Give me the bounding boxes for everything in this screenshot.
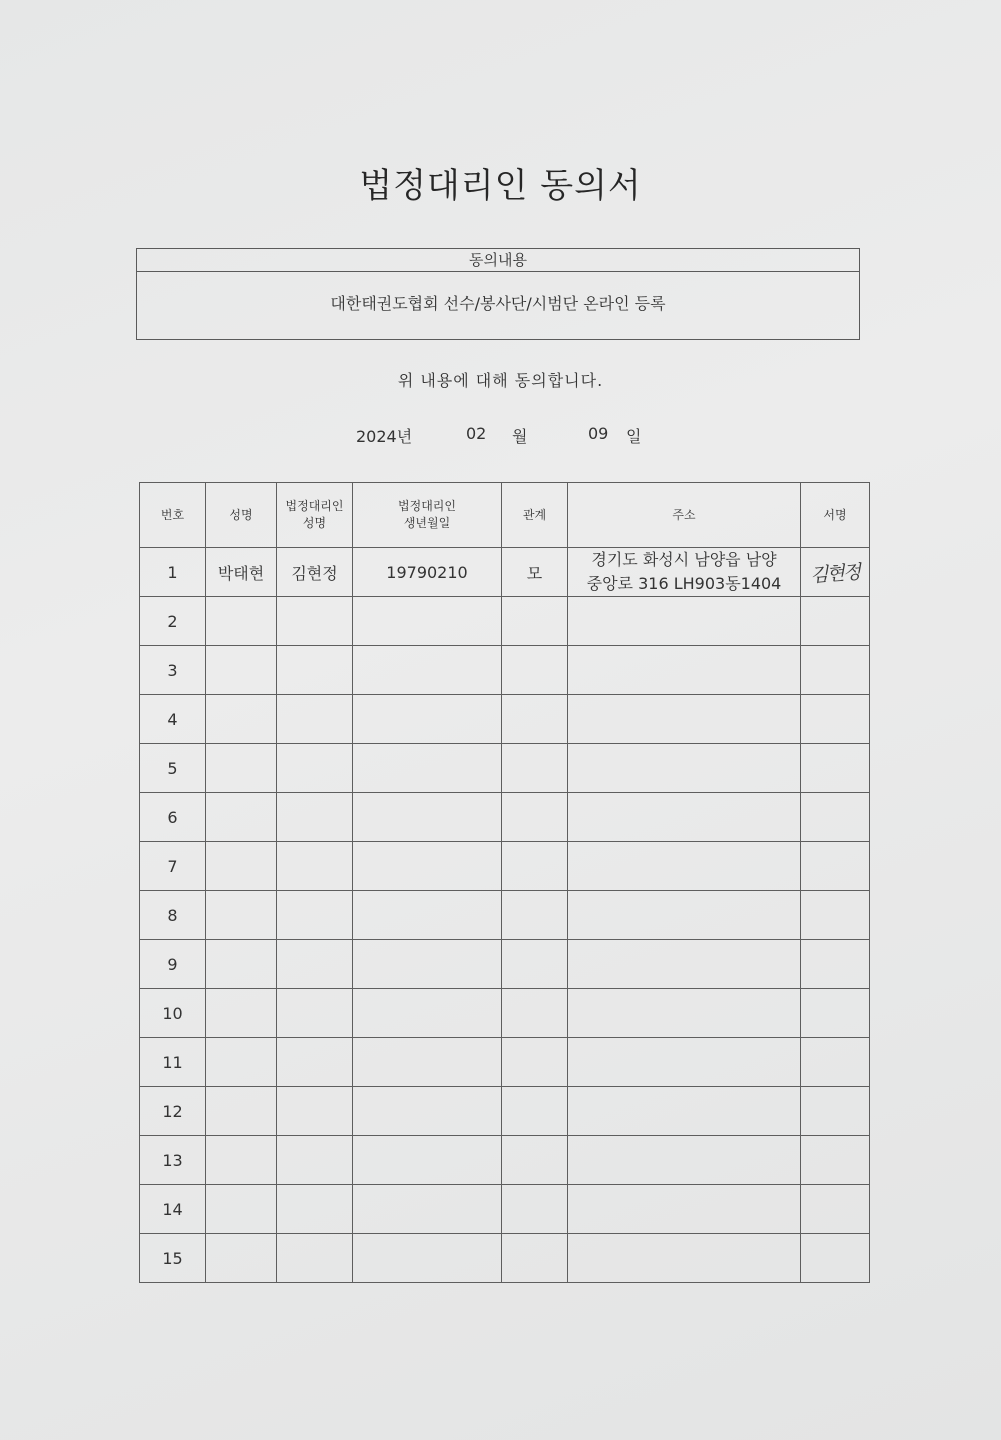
cell-relation: 모 — [502, 548, 568, 597]
header-address: 주소 — [568, 483, 801, 548]
cell-name — [206, 989, 277, 1038]
cell-guardian-birth: 19790210 — [353, 548, 502, 597]
table-row — [140, 548, 870, 597]
cell-relation — [502, 940, 568, 989]
cell-address — [568, 646, 801, 695]
cell-signature — [801, 1087, 870, 1136]
consent-content-box — [136, 248, 860, 340]
cell-address — [568, 744, 801, 793]
cell-signature — [801, 842, 870, 891]
header-guardian-birth: 법정대리인 생년월일 — [353, 483, 502, 548]
cell-name — [206, 842, 277, 891]
cell-signature — [801, 548, 870, 597]
cell-guardian-name: 김현정 — [277, 548, 353, 597]
guardian-roster-table — [139, 482, 870, 1283]
cell-no: 1 — [140, 548, 206, 597]
cell-guardian-name — [277, 793, 353, 842]
cell-name — [206, 793, 277, 842]
cell-guardian-birth — [353, 842, 502, 891]
header-no: 번호 — [140, 483, 206, 548]
table-row — [140, 646, 870, 695]
table-row — [140, 989, 870, 1038]
table-row — [140, 842, 870, 891]
cell-guardian-name — [277, 891, 353, 940]
cell-relation — [502, 793, 568, 842]
cell-address — [568, 1136, 801, 1185]
cell-address — [568, 940, 801, 989]
cell-relation — [502, 1087, 568, 1136]
cell-signature — [801, 1136, 870, 1185]
cell-name — [206, 891, 277, 940]
consent-body: 대한태권도협회 선수/봉사단/시범단 온라인 등록 — [330, 294, 666, 313]
cell-address — [568, 1087, 801, 1136]
cell-address — [568, 842, 801, 891]
cell-guardian-birth — [353, 891, 502, 940]
date-year: 2024년 — [356, 427, 413, 446]
cell-guardian-name — [277, 646, 353, 695]
cell-address — [568, 1234, 801, 1283]
date-month: 02 — [466, 424, 487, 443]
cell-no: 12 — [140, 1087, 206, 1136]
cell-signature — [801, 646, 870, 695]
table-row — [140, 1234, 870, 1283]
cell-no: 4 — [140, 695, 206, 744]
table-row — [140, 597, 870, 646]
cell-guardian-birth — [353, 695, 502, 744]
cell-name — [206, 1087, 277, 1136]
table-row — [140, 744, 870, 793]
cell-guardian-birth — [353, 1087, 502, 1136]
cell-name — [206, 646, 277, 695]
cell-guardian-name — [277, 1087, 353, 1136]
cell-address — [568, 597, 801, 646]
cell-guardian-name — [277, 695, 353, 744]
date-day: 09 — [588, 424, 609, 443]
cell-guardian-birth — [353, 1185, 502, 1234]
cell-guardian-birth — [353, 793, 502, 842]
cell-relation — [502, 1038, 568, 1087]
cell-relation — [502, 842, 568, 891]
cell-signature — [801, 1038, 870, 1087]
header-relation: 관계 — [502, 483, 568, 548]
header-name: 성명 — [206, 483, 277, 548]
cell-signature — [801, 1234, 870, 1283]
cell-signature — [801, 744, 870, 793]
cell-guardian-birth — [353, 1234, 502, 1283]
cell-address — [568, 989, 801, 1038]
cell-guardian-name — [277, 989, 353, 1038]
page-title: 법정대리인 동의서 — [359, 166, 642, 206]
cell-guardian-birth — [353, 1038, 502, 1087]
cell-signature — [801, 940, 870, 989]
cell-no: 6 — [140, 793, 206, 842]
cell-signature — [801, 597, 870, 646]
cell-address — [568, 1185, 801, 1234]
cell-guardian-name — [277, 597, 353, 646]
cell-guardian-name — [277, 842, 353, 891]
consent-header: 동의내용 — [137, 249, 859, 272]
cell-relation — [502, 1136, 568, 1185]
table-row — [140, 1087, 870, 1136]
cell-name — [206, 940, 277, 989]
cell-guardian-birth — [353, 1136, 502, 1185]
cell-signature — [801, 695, 870, 744]
cell-no: 7 — [140, 842, 206, 891]
cell-address — [568, 695, 801, 744]
date-month-unit: 월 — [512, 427, 528, 446]
table-row — [140, 1038, 870, 1087]
cell-relation — [502, 891, 568, 940]
cell-signature — [801, 891, 870, 940]
cell-no: 2 — [140, 597, 206, 646]
header-guardian-name: 법정대리인 성명 — [277, 483, 353, 548]
table-row — [140, 1136, 870, 1185]
cell-relation — [502, 1234, 568, 1283]
cell-name — [206, 744, 277, 793]
cell-no: 13 — [140, 1136, 206, 1185]
cell-name — [206, 597, 277, 646]
cell-relation — [502, 597, 568, 646]
cell-name: 박태현 — [206, 548, 277, 597]
table-row — [140, 940, 870, 989]
cell-no: 8 — [140, 891, 206, 940]
cell-guardian-name — [277, 1038, 353, 1087]
cell-no: 3 — [140, 646, 206, 695]
cell-no: 9 — [140, 940, 206, 989]
table-row — [140, 695, 870, 744]
cell-address — [568, 548, 801, 597]
cell-guardian-birth — [353, 597, 502, 646]
handwritten-signature: 김현정 — [809, 560, 861, 587]
header-signature: 서명 — [801, 483, 870, 548]
address-line-2: 중앙로 316 LH903동1404 — [586, 574, 782, 593]
cell-signature — [801, 989, 870, 1038]
cell-name — [206, 1038, 277, 1087]
cell-no: 5 — [140, 744, 206, 793]
cell-relation — [502, 989, 568, 1038]
cell-guardian-name — [277, 1136, 353, 1185]
cell-guardian-birth — [353, 940, 502, 989]
cell-guardian-name — [277, 1185, 353, 1234]
cell-name — [206, 695, 277, 744]
cell-name — [206, 1136, 277, 1185]
address-line-1: 경기도 화성시 남양읍 남양 — [591, 550, 777, 569]
cell-address — [568, 1038, 801, 1087]
table-header-row — [140, 483, 870, 548]
cell-guardian-name — [277, 1234, 353, 1283]
date-day-unit: 일 — [626, 427, 642, 446]
cell-signature — [801, 1185, 870, 1234]
cell-relation — [502, 1185, 568, 1234]
cell-no: 11 — [140, 1038, 206, 1087]
cell-guardian-birth — [353, 646, 502, 695]
cell-guardian-name — [277, 744, 353, 793]
cell-relation — [502, 646, 568, 695]
cell-no: 14 — [140, 1185, 206, 1234]
cell-address — [568, 891, 801, 940]
cell-guardian-name — [277, 940, 353, 989]
cell-address — [568, 793, 801, 842]
cell-guardian-birth — [353, 744, 502, 793]
cell-name — [206, 1185, 277, 1234]
table-row — [140, 1185, 870, 1234]
cell-relation — [502, 744, 568, 793]
table-row — [140, 891, 870, 940]
table-row — [140, 793, 870, 842]
cell-guardian-birth — [353, 989, 502, 1038]
cell-no: 15 — [140, 1234, 206, 1283]
agreement-statement: 위 내용에 대해 동의합니다. — [397, 371, 604, 390]
cell-relation — [502, 695, 568, 744]
cell-signature — [801, 793, 870, 842]
cell-name — [206, 1234, 277, 1283]
cell-no: 10 — [140, 989, 206, 1038]
